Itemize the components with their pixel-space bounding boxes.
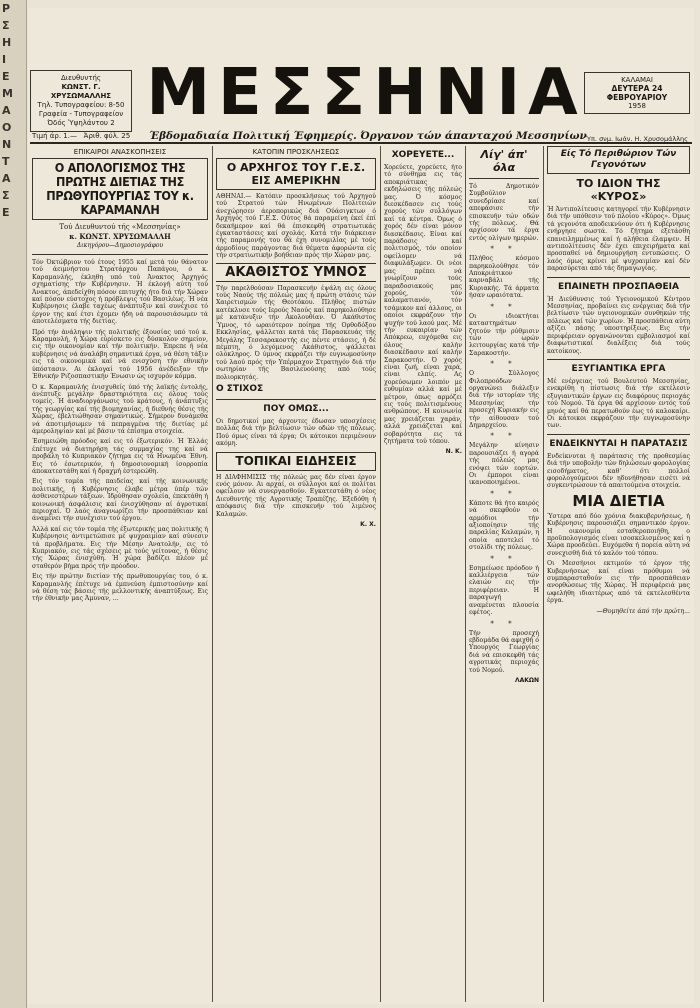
column-2 — [216, 146, 376, 1002]
col2-subhead-2: ΠΟΥ ΟΜΩΣ... — [263, 403, 329, 414]
col4-item: Ο Σύλλογος Φιλοπροόδων οργανώνει διάλεξιν διά τήν ιστορίαν τής Μεσσηνίας τήν προσεχή Κυριακήν εις τήν αίθουσαν τού Δημαρχείου. — [469, 370, 539, 429]
col4-item: Μεγάλην κίνησιν παρουσιάζει ή αγορά τής πόλεώς μας ενόψει τών εορτών. Οι έμποροι είναι ικανοποιημένοι. — [469, 442, 539, 487]
col4-item: Οι ιδιοκτήται καταστημάτων ζητούν τήν ρύθμισιν τών ωρών λειτουργίας κατά τήν Σαρακοστήν. — [469, 312, 539, 357]
column-5 — [547, 146, 690, 1002]
col1-author: κ. ΚΩΝΣΤ. ΧΡΥΣΩΜΑΛΛΗ — [69, 232, 171, 241]
col5-paragraph: Ή Άντιπολίτευσις κατηγορεί τήν Κυβέρνησιν διά τήν υπόθεσιν τού πλοίου «Κύρος». Όμως τά γεγονότα αποδεικνύουν ότι ή Κυβέρνησις ενήργησε σωστά. Τό ζήτημα εξετάσθη επανειλημμένως καί ή αλήθεια έλαμψεν. Η αντιπολίτευσις δέν έχει επιχειρήματα καί προσπαθεί νά δημιουργήση εντυπώσεις. Ο λαός όμως κρίνει μέ ψυχραιμίαν καί δέν παρασύρεται από τάς δημαγωγίας. — [547, 206, 690, 273]
col1-paragraph: Εις τήν πρώτην διετίαν τής πρωθυπουργίας του, ό κ. Καραμανλής έπέτυχε νά έμπνεύση έμπιστοσύνην καί νά θέση τάς βάσεις τής μελλοντικής άναπτύξεως. Εις τήν έθνικήν μας Άμυναν, ... — [32, 573, 208, 603]
separator-stars: * * — [490, 489, 518, 498]
col5-headline-4: ΕΞΥΓΙΑΝΤΙΚΑ ΕΡΓΑ — [571, 363, 666, 374]
col2-subhead: Ο ΣΤΙΧΟΣ — [216, 383, 264, 394]
edge-letter: Ο — [2, 121, 12, 134]
masthead-title: ΜΕΣΣΗΝΙΑ — [146, 56, 586, 130]
divider — [547, 434, 690, 435]
col5-paragraph: Ενδείκνυται ή παράτασις τής προθεσμίας διά τήν υποβολήν τών δηλώσεων φορολογίας εισοδήματος, καθ' ότι πολλοί φορολογούμενοι δέν ηδυνήθησαν εισέτι νά συγκεντρώσουν τά απαιτούμενα στοιχεία. — [547, 452, 690, 490]
ear-right-box — [584, 72, 690, 114]
issue-number: Άριθ. φύλ. 25 — [83, 132, 131, 140]
ear-left-line: Τηλ. Τυπογραφείου: 8-50 — [37, 101, 125, 109]
divider — [547, 277, 690, 278]
col4-item: Πλήθος κόσμου παρηκολούθησε τόν Αποκριάτικον καρναβάλι τής Κυριακής. Τά άρματα ήσαν ωραιότατα. — [469, 255, 539, 300]
edge-letter: Μ — [2, 87, 13, 100]
edge-letter: Σ — [2, 19, 10, 32]
col5-paragraph: Ύστερα από δύο χρόνια διακυβερνήσεως, ή Κυβέρνησις παρουσιάζει σημαντικόν έργον. Η οικονομία εσταθεροποιήθη, ο προϋπολογισμός είναι ισοσκελισμένος καί η Χώρα προοδεύει. Ευχόμεθα ή πορεία αύτη νά συνεχισθή διά τό καλόν τού τόπου. — [547, 512, 690, 557]
edge-letter: Τ — [2, 155, 10, 168]
adjacent-page-edge — [0, 0, 27, 1008]
col1-kicker: ΕΠΙΚΑΙΡΟΙ ΑΝΑΣΚΟΠΗΣΕΙΣ — [73, 148, 167, 156]
col5-paragraph: Οι Μεσσήνιοι εκτιμούν τό έργον τής Κυβερνήσεως καί είναι πρόθυμοι νά συμπαρασταθούν εις τήν προσπάθειαν ανορθώσεως τής Χώρας. Ή περιφέρειά μας ωφελήθη ιδιαιτέρως από τά εκτελεσθέντα έργα. — [547, 560, 690, 605]
col3-headline: ΧΟΡΕΥΕΤΕ... — [391, 150, 455, 160]
column-1 — [32, 146, 208, 1002]
col4-item: Τήν προσεχή εβδομάδα θά αφιχθή ό Υπουργός Γεωργίας διά νά επισκεφθή τάς αγροτικάς περιοχάς τού Νομού. — [469, 629, 539, 674]
separator-stars: * * — [490, 432, 518, 441]
col2-paragraph: Τήν παρελθούσαν Παρασκευήν έψάλη εις όλους τούς Ναούς τής πόλεώς μας ή πρώτη στάσις τών Χαιρετισμών τής Θεοτόκου. Πλήθος πιστών κατέκλυσε τούς Ιερούς Ναούς καί παρηκολούθησε μέ κατάνυξιν τήν Ακολουθίαν. Ό Ακάθιστος Ύμνος, τό ωραιότερον ποίημα τής Ορθοδόξου Εκκλησίας, ψάλλεται κατά τάς Παρασκευάς τής Μεγάλης Τεσσαρακοστής εις πέντε στάσεις, ή δέ πέμπτη, ό λεγόμενος Ακάθιστος, ψάλλεται ολόκληρος. Ό ύμνος εκφράζει τήν ευγνωμοσύνην τού λαού πρός τήν Υπέρμαχον Στρατηγόν διά τήν σωτηρίαν τής Βασιλευούσης από τούς πολιορκητάς. — [216, 284, 376, 381]
col1-byline: Τού Διευθυντού τής «Μεσσηνίας» — [59, 223, 181, 231]
divider — [469, 178, 539, 179]
separator-stars: * * — [490, 360, 518, 369]
col5-paragraph: Μέ ενέργειας τού Βουλευτού Μεσσηνίας, ενεκρίθη η πίστωσις διά τήν εκτέλεσιν εξυγιαντικών έργων εις διαφόρους περιοχάς τού Νομού. Τά έργα θά αρχίσουν εντός τού μηνός καί θά περατωθούν έως τό καλοκαίρι. Οι κάτοικοι εκφράζουν τήν ευγνωμοσύνην των. — [547, 377, 690, 430]
ear-left-box — [30, 70, 132, 132]
col2-headline-2: ΑΚΑΘΙΣΤΟΣ ΥΜΝΟΣ — [216, 263, 376, 282]
city-label: ΚΑΛΑΜΑΙ — [621, 76, 653, 84]
separator-stars: * * — [490, 302, 518, 311]
edge-letter: Α — [2, 104, 11, 117]
col2-paragraph: Οι δημοτικοί μας άρχοντες έδωσαν υποσχέσεις πολλάς διά τήν βελτίωσιν τών οδών τής πόλεως. Πού όμως είναι τά έργα; Οι κάτοικοι περιμένουν ακόμη. — [216, 417, 376, 448]
col2-signature: Κ. Χ. — [360, 521, 376, 528]
col5-headline-5: ΕΝΔΕΙΚΝΥΤΑΙ Η ΠΑΡΑΤΑΣΙΣ — [549, 438, 688, 449]
col1-paragraph: Άλλά καί εις τόν τομέα τής έξωτερικής μας πολιτικής ή Κυβέρνησις άντιμετώπισε μέ ψυχραιμίαν καί σύνεσιν τά προβλήματα. Εις τήν Μέσην Ανατολήν, εις τό Κυπριακόν, εις τάς σχέσεις μέ τούς γείτονας, ή θέσις τής Χώρας ένισχύθη. Ή χώρα βαδίζει πλέον μέ σταθερόν βήμα πρός τήν πρόοδον. — [32, 525, 208, 570]
col1-paragraph: Εις τόν τομέα τής παιδείας καί τής κοινωνικής πολιτικής, ή Κυβέρνησις έλαβε μέτρα ύπέρ τών άσθενεστέρων τάξεων. Ίδρύθησαν σχολεία, έπεκτάθη ή κοινωνική άσφάλισις καί ένισχύθησαν αί άγροτικαί περιοχαί. Ό λαός άναγνωρίζει τήν προσπάθειαν καί άναμένει τήν συνέχισιν τού έργου. — [32, 478, 208, 523]
divider — [547, 359, 690, 360]
separator-stars: * * — [490, 619, 518, 628]
col1-paragraph: Τόν Όκτώβριον τού έτους 1955 καί μετά τόν θάνατον τού άειμνήστου Στρατάρχου Παπάγου, ό κ. Καραμανλής, έκληθη υπό τού Άνακτος Άρχηγός σχηματίσης τήν Κυβέρνησιν. Ή έκλογή αύτη τού Άνακτος, άπεδείχθη πόσον επιτυχής ήτο διά τήν Χώραν καί πόσον εύστοχος ή πρόβλεψις τού Βασιλέως. Ή νέα Κυβέρνησις έλαβε ταχέως άνάπτυξιν καί συνέχισε τό έργον της καί έτσι έχομεν ήδη νά παρουσιάσωμεν τά άποτελέσματα τής διετίας. — [32, 259, 208, 326]
column-rule — [380, 146, 381, 1002]
col2-paragraph: ΑΘΗΝΑΙ.— Κατόπιν προσκλήσεως τού Άρχηγού τού Στρατού τών Ηνωμένων Πολιτειών άνεχώρησεν άεροπορικώς διά Ούάσιγκτων ό Άρχηγός τού Γ.Ε.Σ. Ούτος θά παραμείνη έκεί έπί δεκαήμερον καί θά έπισκεφθή στρατιωτικάς έγκαταστάσεις καί σχολάς. Κατά τήν διάρκειαν τής παραμονής του θά έχη συνομιλίας μέ τούς άρμοδίους παράγοντας διά θέματα άφορώντα είς τήν στρατιωτικήν βοήθειαν πρός τήν Χώραν μας. — [216, 193, 376, 260]
divider — [32, 254, 208, 255]
col3-signature: Ν. Κ. — [445, 448, 462, 456]
col5-headline-6: ΜΙΑ ΔΙΕΤΙΑ — [572, 491, 665, 510]
publication-info — [32, 132, 130, 140]
ear-left-line: Διευθυντής — [61, 74, 101, 82]
col5-paragraph: Ή Διεύθυνσις τού Υγειονομικού Κέντρου Μεσσηνίας, προβαίνει εις ενέργειας διά τήν βελτίωσιν τών υγειονομικών συνθηκών τής πόλεως καί τών χωρίων. Ή προσπάθεια αύτη αξίζει πάσης υποστηρίξεως. Εις τήν περιφέρειαν οργανώνονται εμβολιασμοί καί διαφωτιστικαί διαλέξεις διά τούς κατοίκους. — [547, 295, 690, 355]
edge-letter: Ε — [2, 206, 10, 219]
edge-letter: Α — [2, 172, 11, 185]
col1-paragraph: Έσημειώθη πρόοδος καί εις τό έξωτερικόν. Ή Έλλάς έπέτυχε νά διατηρήση τάς συμμαχίας της καί νά προβάλη τό Κυπριακόν ζήτημα εις τά Ηνωμένα Έθνη. Εις τό έσωτερικόν, ή δημοσιονομική ίσορροπία άποκατεστάθη καί ή δραχμή έστερεώθη. — [32, 438, 208, 475]
edge-letter: Ρ — [2, 2, 11, 15]
edge-letter: Σ — [2, 189, 10, 202]
masthead-rule — [30, 142, 692, 144]
ear-left-line: ΚΩΝΣΤ. Γ. ΧΡΥΣΩΜΑΛΛΗΣ — [50, 83, 112, 100]
col4-item: Τό Δημοτικόν Συμβούλιον συνεδρίασε καί απεφάσισε τήν επισκευήν τών οδών τής πόλεως. Θά αρχίσουν τά έργα εντός ολίγων ημερών. — [469, 183, 539, 242]
issue-date: ΔΕΥΤΕΡΑ 24 ΦΕΒΡΟΥΑΡΙΟΥ — [606, 84, 668, 102]
col1-headline: Ο ΑΠΟΛΟΓΙΣΜΟΣ ΤΗΣ ΠΡΩΤΗΣ ΔΙΕΤΙΑΣ ΤΗΣ ΠΡΩΘΥΠΟΥΡΓΙΑΣ ΤΟΥ κ. ΚΑΡΑΜΑΝΛΗ — [32, 158, 208, 220]
col4-headline: Λίγ' άπ' όλα — [480, 148, 528, 174]
column-rule — [212, 146, 213, 1002]
col4-signature: ΛΑΚΩΝ — [514, 676, 539, 684]
separator-stars: * * — [490, 554, 518, 563]
col2-kicker: ΚΑΤΟΠΙΝ ΠΡΟΣΚΛΗΣΕΩΣ — [252, 148, 340, 156]
column-3 — [384, 146, 462, 1002]
col5-footer: —Θυμηθείτε άπό τήν πρώτη... — [596, 607, 690, 615]
col2-paragraph: Η ΔΙΑΦΗΜΙΣΙΣ τής πόλεώς μας δέν είναι έργον ενός μόνον. Αι αρχαί, οι σύλλογοι καί οι πολίται οφείλουν νά συνεργασθούν. Εγκατεστάθη ό νέος Διευθυντής τής Αγροτικής Τραπέζης. Έξεδόθη ή απόφασις διά τήν επισκευήν τού λιμένος Καλαμών. — [216, 473, 376, 518]
col1-paragraph: Πρό τήν άνάληψιν τής πολιτικής έξουσίας υπό τού κ. Καραμανλή, ή Χώρα εύρίσκετο εις δύσκολον σημείον, εις τήν οικονομίαν καί τήν πολιτικήν. Έπρεπε ή νέα κυβέρνησις νά άναλάβη σημαντικά έργα, νά θέση τάξιν εις τά οικονομικά καί νά ενισχύση τήν εθνικήν ύπόστασιν. Αι έκλογαί τού 1956 άνέδειξαν τήν Έθνικήν Ριζοσπαστικήν Ένωσιν ώς ισχυρόν κόμμα. — [32, 328, 208, 381]
edge-letter: Ι — [2, 53, 7, 66]
column-rule — [543, 146, 544, 1002]
col3-paragraph: Χορεύετε, χορεύετε, ήτο τό σύνθημα εις τάς αποκριάτικας εκδηλώσεις τής πόλεώς μας. Ό κόσμος διεσκέδασεν εις τούς χορούς τών συλλόγων καί τά κέντρα. Όμως ό χορός δέν είναι μόνον διασκέδασις. Είναι καί παράδοσις καί πολιτισμός, τόν οποίον οφείλομεν νά διαφυλάξωμεν. Οι νέοι μας πρέπει νά γνωρίζουν τούς παραδοσιακούς μας χορούς, τόν καλαματιανόν, τόν τσάμικον καί άλλους, οι οποίοι εκφράζουν τήν ψυχήν τού λαού μας. Μέ τήν ευκαιρίαν τών Απόκρεω, ευχόμεθα εις όλους καλήν διασκέδασιν καί καλήν Σαρακοστήν. Ό χορός είναι ζωή, είναι χαρά, είναι ελπίς. Ας χορεύσωμεν λοιπόν με ευθυμίαν αλλά καί μέ μέτρον, όπως αρμόζει εις τούς πολιτισμένους ανθρώπους. Η κοινωνία μας χρειάζεται χαράν, αλλά χρειάζεται καί σοβαρότητα εις τά ζητήματα τού τόπου. — [384, 164, 462, 446]
divider — [216, 399, 376, 400]
editor-line: Ύπ. σνμ. Ιωάν. Η. Χρυσομάλλης — [585, 135, 688, 143]
col4-item: Κάποτε θά ήτο καιρός νά σκεφθούν οι αρμόδιοι τήν αξιοποίησιν τής παραλίας Καλαμών, η οποία αποτελεί τό στολίδι τής πόλεως. — [469, 499, 539, 552]
separator-stars: * * — [490, 245, 518, 254]
front-page — [28, 8, 694, 1004]
col5-headline-3: ΕΠΑΙΝΕΤΗ ΠΡΟΣΠΑΘΕΙΑ — [557, 281, 680, 292]
ear-left-line: Γραφεία - Τυπογραφείον — [38, 110, 124, 118]
col1-paragraph: Ό κ. Καραμανλής ένισχυθείς ύπό τής λαϊκής έντολής, άνέπτυξε μεγάλην δραστηριότητα εις όλους τούς τομείς. Ή άναδιοργάνωσις τού κράτους, ή άνάπτυξις τής γεωργίας καί τής βιομηχανίας, ή διεθνής θέσις τής Χώρας, έβελτιώθησαν σημαντικώς. Σήμερον δυνάμεθα νά άποτιμήσωμεν τά πεπραγμένα τής διετίας μέ άμεροληψίαν καί μέ βάσιν τά έπίσημα στοιχεία. — [32, 383, 208, 435]
price-label: Τιμή άρ. 1.— — [32, 132, 77, 140]
col5-headline: Είς Τό Περιθώριον Τών Γεγονότων — [547, 146, 690, 174]
col2-headline-3: ΤΟΠΙΚΑΙ ΕΙΔΗΣΕΙΣ — [216, 452, 376, 471]
edge-letter: Ε — [2, 70, 10, 83]
col4-item: Εσημείωσε πρόοδον ή καλλιέργεια τών ελαιών εις τήν περιφέρειαν. Η παραγωγή αναμένεται πλουσία εφέτος. — [469, 564, 539, 617]
issue-year: 1958 — [628, 102, 646, 110]
col1-author-title: Δικηγόρου—Δημοσιογράφου — [76, 242, 164, 249]
column-rule — [465, 146, 466, 1002]
ear-left-line: Όδός Ύψηλάντου 2 — [47, 119, 115, 127]
col2-headline: Ο ΑΡΧΗΓΟΣ ΤΟΥ Γ.Ε.Σ. ΕΙΣ ΑΜΕΡΙΚΗΝ — [216, 158, 376, 190]
col5-headline-2: ΤΟ ΙΔΙΟΝ ΤΗΣ «ΚΥΡΟΣ» — [576, 177, 661, 203]
column-4 — [469, 146, 539, 1002]
edge-letter: Η — [2, 36, 12, 49]
edge-letter: Ν — [2, 138, 12, 151]
masthead-subtitle: Έβδομαδιαία Πολιτική Έφημερίς. Όργανον τών άπανταχού Μεσσηνίων — [149, 130, 587, 142]
